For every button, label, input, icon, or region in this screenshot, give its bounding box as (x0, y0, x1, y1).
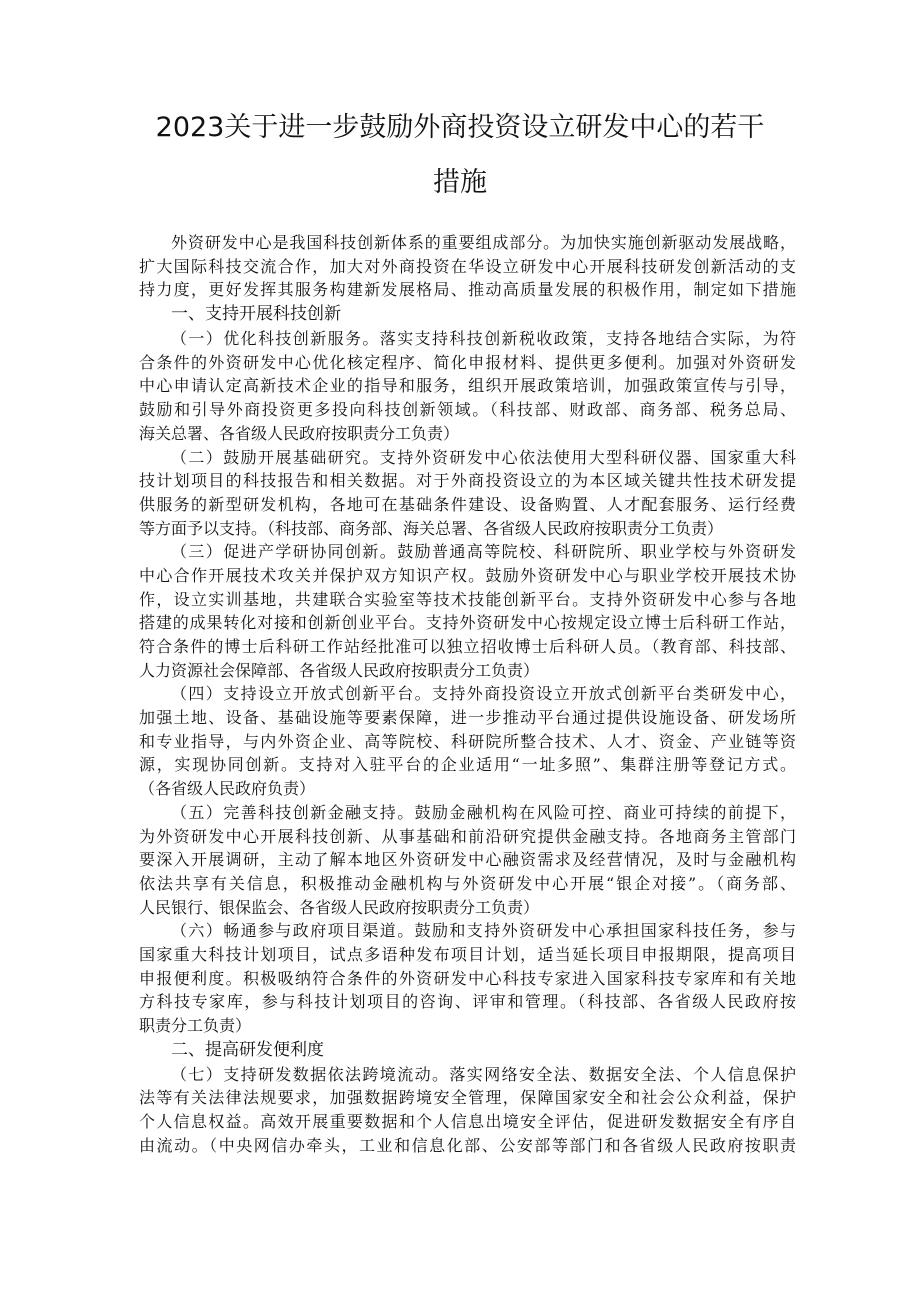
paragraph (139, 540, 796, 682)
paragraph-line: 外资研发中心是我国科技创新体系的重要组成部分。为加快实施创新驱动发展战略， (171, 233, 796, 252)
section-heading: 二、提高研发便利度 (171, 1039, 324, 1060)
paragraph (139, 801, 796, 919)
paragraph-line: 合条件的外资研发中心优化核定程序、简化申报材料、提供更多便利。加强对外资研发 (139, 352, 796, 372)
paragraph-line: （三）促进产学研协同创新。鼓励普通高等院校、科研院所、职业学校与外资研发 (171, 542, 796, 562)
paragraph-line: 和专业指导，与内外资企业、高等院校、科研院所整合技术、人才、资金、产业链等资 (139, 731, 796, 751)
paragraph-line: 加强土地、设备、基础设施等要素保障，进一步推动平台通过提供设施设备、研发场所 (139, 708, 796, 728)
paragraph-line: 中心申请认定高新技术企业的指导和服务，组织开展政策培训，加强政策宣传与引导， (139, 376, 796, 396)
paragraph-line: （一）优化科技创新服务。落实支持科技创新税收政策，支持各地结合实际，为符 (171, 329, 796, 349)
document-body (139, 231, 796, 1157)
paragraph (139, 682, 796, 800)
paragraph-line: 源，实现协同创新。支持对入驻平台的企业适用“一址多照”、集群注册等登记方式。 (139, 755, 796, 775)
paragraph-line: 国家重大科技计划项目，试点多语种发布项目计划，适当延长项目申报期限，提高项目 (139, 944, 796, 964)
paragraph-line: 人力资源社会保障部、各省级人民政府按职责分工负责） (139, 660, 540, 680)
paragraph-line: （各省级人民政府负责） (139, 779, 316, 799)
paragraph-line: 搭建的成果转化对接和创新创业平台。支持外资研发中心按规定设立博士后科研工作站， (139, 613, 796, 633)
paragraph-line: （六）畅通参与政府项目渠道。鼓励和支持外资研发中心承担国家科技任务，参与 (171, 921, 796, 941)
paragraph (139, 1063, 796, 1158)
paragraph-line: 依法共享有关信息，积极推动金融机构与外资研发中心开展“银企对接”。（商务部、 (139, 873, 796, 893)
paragraph-line: （五）完善科技创新金融支持。鼓励金融机构在风险可控、商业可持续的前提下， (171, 802, 796, 822)
paragraph-line: 鼓励和引导外商投资更多投向科技创新领域。（科技部、财政部、商务部、税务总局、 (139, 400, 796, 420)
paragraph-line: （七）支持研发数据依法跨境流动。落实网络安全法、数据安全法、个人信息保护 (171, 1064, 796, 1084)
paragraph-line: 法等有关法律法规要求，加强数据跨境安全管理，保障国家安全和社会公众利益，保护 (139, 1088, 796, 1108)
paragraph-line: 等方面予以支持。（科技部、商务部、海关总署、各省级人民政府按职责分工负责） (139, 518, 724, 538)
paragraph-line: （二）鼓励开展基础研究。支持外资研发中心依法使用大型科研仪器、国家重大科 (171, 447, 796, 467)
paragraph-line: 中心合作开展技术攻关并保护双方知识产权。鼓励外资研发中心与职业学校开展技术协 (139, 565, 796, 585)
paragraph (139, 919, 796, 1037)
paragraph (139, 327, 796, 445)
paragraph-line: 持力度，更好发挥其服务构建新发展格局、推动高质量发展的积极作用，制定如下措施 (139, 280, 796, 300)
paragraph-line: 作，设立实训基地，共建联合实验室等技术技能创新平台。支持外资研发中心参与各地 (139, 589, 796, 609)
paragraph-line: 申报便利度。积极吸纳符合条件的外资研发中心科技专家进入国家科技专家库和有关地 (139, 968, 796, 988)
paragraph-line: 职责分工负责） (139, 1016, 252, 1035)
paragraph-line: 由流动。（中央网信办牵头，工业和信息化部、公安部等部门和各省级人民政府按职责 (139, 1135, 796, 1155)
paragraph-line: 要深入开展调研，主动了解本地区外资研发中心融资需求及经营情况，及时与金融机构 (139, 850, 796, 870)
document-title-line-2: 措施 (433, 167, 487, 198)
paragraph-line: 扩大国际科技交流合作，加大对外商投资在华设立研发中心开展科技研发创新活动的支 (139, 256, 796, 276)
paragraph-line: 个人信息权益。高效开展重要数据和个人信息出境安全评估，促进研发数据安全有序自 (139, 1112, 796, 1132)
paragraph-line: 为外资研发中心开展科技创新、从事基础和前沿研究提供金融支持。各地商务主管部门 (139, 826, 796, 846)
paragraph (139, 231, 796, 302)
paragraph-line: 人民银行、银保监会、各省级人民政府按职责分工负责） (139, 897, 540, 917)
paragraph-line: 技计划项目的科技报告和相关数据。对于外商投资设立的为本区域关键共性技术研发提 (139, 471, 796, 491)
paragraph-line: （四）支持设立开放式创新平台。支持外商投资设立开放式创新平台类研发中心， (171, 684, 796, 704)
paragraph-line: 符合条件的博士后科研工作站经批准可以独立招收博士后科研人员。（教育部、科技部、 (139, 637, 796, 656)
paragraph-line: 供服务的新型研发机构，各地可在基础条件建设、设备购置、人才配套服务、运行经费 (139, 494, 796, 514)
paragraph (139, 446, 796, 541)
section-heading: 一、支持开展科技创新 (171, 304, 341, 325)
paragraph-line: 方科技专家库，参与科技计划项目的咨询、评审和管理。（科技部、各省级人民政府按 (139, 992, 796, 1012)
paragraph-line: 海关总署、各省级人民政府按职责分工负责） (139, 423, 460, 443)
document-title-line-1: 2023关于进一步鼓励外商投资设立研发中心的若干 (155, 112, 765, 143)
